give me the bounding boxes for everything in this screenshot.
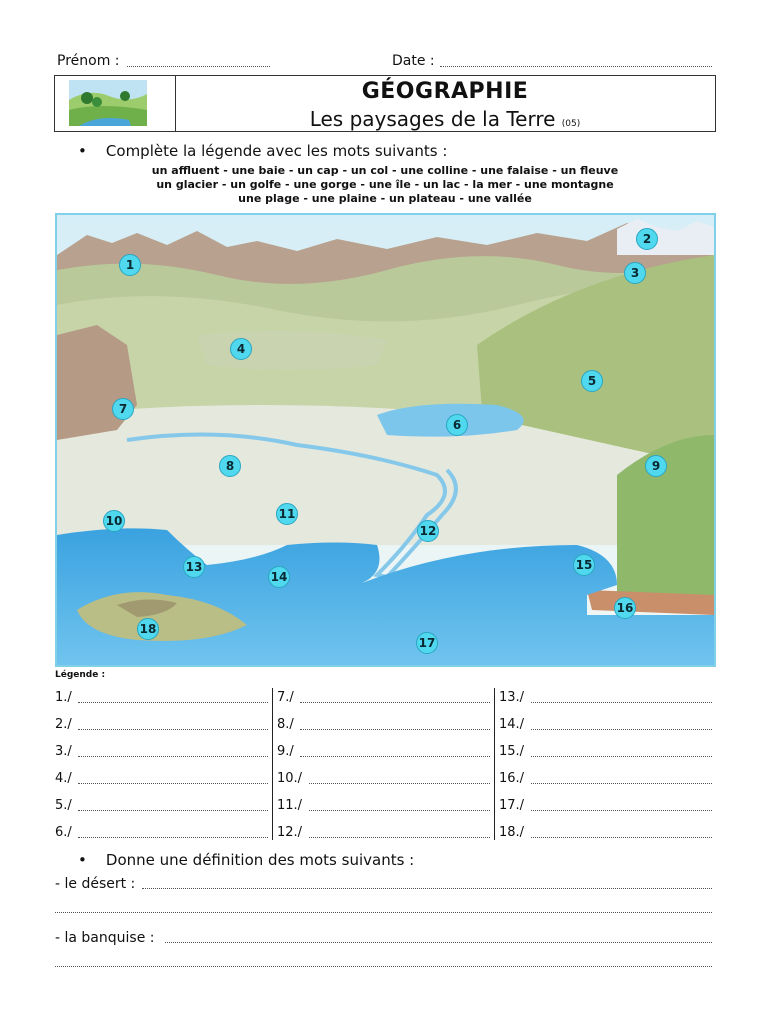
instruction-1-text: Complète la légende avec les mots suivants : bbox=[105, 142, 448, 160]
definition-line[interactable] bbox=[55, 954, 712, 967]
page-subtitle bbox=[175, 107, 715, 131]
word-line: un affluent - une baie - un cap - un col - une colline - une falaise - un fleuve bbox=[151, 164, 619, 177]
legend-item bbox=[499, 825, 524, 840]
marker-1: 1 bbox=[119, 254, 141, 276]
marker-8: 8 bbox=[219, 455, 241, 477]
legend-label: 7./ bbox=[277, 690, 294, 705]
answer-line[interactable] bbox=[309, 825, 490, 838]
legend-item bbox=[499, 690, 524, 705]
legend-label: 4./ bbox=[55, 771, 72, 786]
marker-14: 14 bbox=[268, 566, 290, 588]
answer-line[interactable] bbox=[300, 717, 490, 730]
landscape-drawing bbox=[57, 215, 714, 665]
definition-line[interactable] bbox=[165, 930, 712, 943]
marker-17: 17 bbox=[416, 632, 438, 654]
marker-7: 7 bbox=[112, 398, 134, 420]
legend-label: 6./ bbox=[55, 825, 72, 840]
legend-item bbox=[55, 771, 72, 786]
marker-10: 10 bbox=[103, 510, 125, 532]
legend-item bbox=[499, 798, 524, 813]
marker-3: 3 bbox=[624, 262, 646, 284]
landscape-thumbnail-icon bbox=[69, 80, 147, 126]
legend-label: 9./ bbox=[277, 744, 294, 759]
answer-line[interactable] bbox=[531, 771, 712, 784]
legend-label: 16./ bbox=[499, 771, 525, 786]
legend-item bbox=[277, 771, 302, 786]
legend-item bbox=[499, 744, 524, 759]
marker-15: 15 bbox=[573, 554, 595, 576]
answer-line[interactable] bbox=[78, 771, 268, 784]
legend-item bbox=[55, 717, 72, 732]
legend-label: 3./ bbox=[55, 744, 72, 759]
definition-label: - la banquise : bbox=[55, 930, 155, 946]
marker-2: 2 bbox=[636, 228, 658, 250]
legend-label: 15./ bbox=[499, 744, 525, 759]
legend-label: 17./ bbox=[499, 798, 525, 813]
legend-label: 1./ bbox=[55, 690, 72, 705]
legend-item bbox=[55, 825, 72, 840]
legend-item bbox=[277, 744, 294, 759]
answer-line[interactable] bbox=[309, 771, 490, 784]
answer-line[interactable] bbox=[78, 690, 268, 703]
marker-6: 6 bbox=[446, 414, 468, 436]
legend-label: 18./ bbox=[499, 825, 525, 840]
legend-item bbox=[499, 771, 524, 786]
answer-line[interactable] bbox=[78, 798, 268, 811]
answer-line[interactable] bbox=[531, 690, 712, 703]
bullet-dot: • bbox=[78, 142, 106, 160]
icon-cell bbox=[55, 76, 176, 131]
marker-13: 13 bbox=[183, 556, 205, 578]
date-field[interactable] bbox=[392, 53, 435, 69]
legend-item bbox=[55, 690, 72, 705]
prenom-label: Prénom : bbox=[57, 53, 120, 69]
answer-line[interactable] bbox=[300, 690, 490, 703]
answer-line[interactable] bbox=[531, 798, 712, 811]
title-box bbox=[54, 75, 716, 132]
answer-line[interactable] bbox=[78, 717, 268, 730]
definition-label: - le désert : bbox=[55, 876, 136, 892]
legend-label: 8./ bbox=[277, 717, 294, 732]
instruction-2-text: Donne une définition des mots suivants : bbox=[105, 851, 415, 869]
marker-4: 4 bbox=[230, 338, 252, 360]
subtitle-code: (05) bbox=[561, 119, 581, 129]
legend-divider bbox=[272, 688, 273, 840]
word-line: un glacier - un golfe - une gorge - une île - un lac - la mer - une montagne bbox=[156, 178, 614, 191]
page-title: GÉOGRAPHIE bbox=[361, 79, 529, 104]
legend-label: 13./ bbox=[499, 690, 525, 705]
legend-item bbox=[277, 825, 302, 840]
word-line: une plage - une plaine - un plateau - une vallée bbox=[238, 192, 532, 205]
legend-label: 11./ bbox=[277, 798, 303, 813]
date-label: Date : bbox=[392, 53, 435, 69]
marker-16: 16 bbox=[614, 597, 636, 619]
legend-divider bbox=[494, 688, 495, 840]
legend-item bbox=[277, 690, 294, 705]
legend-item bbox=[55, 798, 72, 813]
legend-label: 12./ bbox=[277, 825, 303, 840]
legend-label: 2./ bbox=[55, 717, 72, 732]
legend-title: Légende : bbox=[55, 670, 106, 680]
prenom-line[interactable] bbox=[127, 54, 270, 67]
answer-line[interactable] bbox=[78, 825, 268, 838]
answer-line[interactable] bbox=[531, 744, 712, 757]
subtitle-text: Les paysages de la Terre bbox=[309, 107, 556, 131]
marker-12: 12 bbox=[417, 520, 439, 542]
marker-18: 18 bbox=[137, 618, 159, 640]
definition-line[interactable] bbox=[142, 876, 712, 889]
bullet-dot: • bbox=[78, 851, 106, 869]
answer-line[interactable] bbox=[531, 717, 712, 730]
prenom-field[interactable] bbox=[57, 53, 120, 69]
marker-11: 11 bbox=[276, 503, 298, 525]
answer-line[interactable] bbox=[78, 744, 268, 757]
legend-label: 14./ bbox=[499, 717, 525, 732]
word-list bbox=[54, 164, 716, 206]
answer-line[interactable] bbox=[309, 798, 490, 811]
instruction-1 bbox=[78, 142, 447, 160]
legend-item bbox=[277, 798, 302, 813]
answer-line[interactable] bbox=[300, 744, 490, 757]
definition-line[interactable] bbox=[55, 900, 712, 913]
legend-label: 5./ bbox=[55, 798, 72, 813]
legend-item bbox=[499, 717, 524, 732]
marker-9: 9 bbox=[645, 455, 667, 477]
legend-label: 10./ bbox=[277, 771, 303, 786]
legend-item bbox=[277, 717, 294, 732]
instruction-2 bbox=[78, 851, 414, 869]
legend-item bbox=[55, 744, 72, 759]
landscape-illustration bbox=[55, 213, 716, 667]
date-line[interactable] bbox=[440, 54, 712, 67]
answer-line[interactable] bbox=[531, 825, 712, 838]
marker-5: 5 bbox=[581, 370, 603, 392]
